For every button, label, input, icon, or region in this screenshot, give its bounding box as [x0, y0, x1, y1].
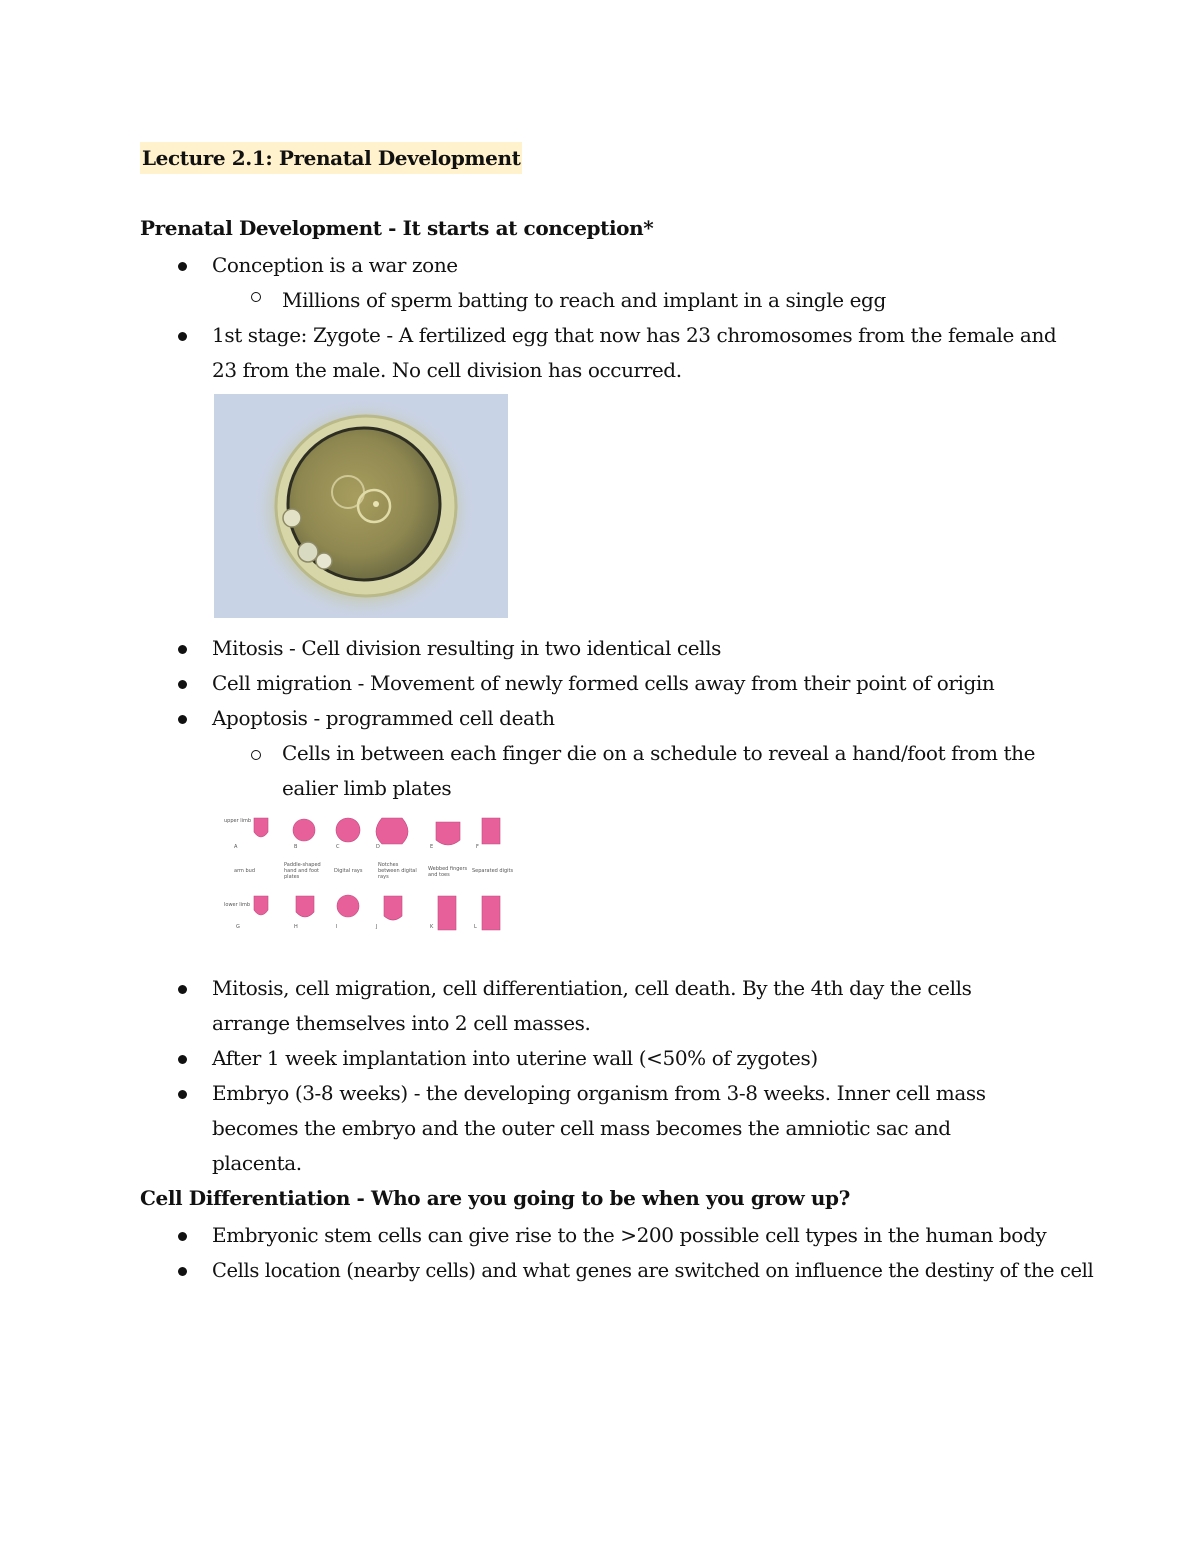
row-label: upper limb — [224, 818, 252, 824]
list-item: Mitosis, cell migration, cell differentiation, cell death. By the 4th day the cells arrange themselves into 2 cell masses. — [212, 976, 972, 1035]
bullet-dot — [178, 1090, 187, 1099]
stage-letter: A — [234, 844, 238, 850]
bullet-dot — [178, 645, 187, 654]
stage-caption: Notches between digital rays — [378, 862, 417, 880]
stage-letter: F — [476, 844, 479, 850]
list-item: Embryonic stem cells can give rise to the >200 possible cell types in the human body — [212, 1223, 1047, 1247]
stage-caption: Digital rays — [334, 868, 363, 874]
list-item-sub: Cells in between each finger die on a schedule to reveal a hand/foot from the ealier limb plates — [282, 741, 1036, 800]
stage-letter: H — [294, 924, 298, 930]
list-item-sub: Millions of sperm batting to reach and implant in a single egg — [282, 288, 886, 312]
stage-letter: J — [376, 924, 378, 930]
section-heading-differentiation: Cell Differentiation - Who are you going to be when you grow up? — [140, 1186, 850, 1210]
page-title: Lecture 2.1: Prenatal Development — [140, 142, 522, 174]
stage-caption: arm bud — [234, 868, 256, 874]
bullet-dot — [178, 1055, 187, 1064]
list-item: Cell migration - Movement of newly formed cells away from their point of origin — [212, 671, 995, 695]
stage-letter: D — [376, 844, 380, 850]
list-item: Embryo (3-8 weeks) - the developing organism from 3-8 weeks. Inner cell mass becomes the embryo and the outer cell mass becomes the amniotic sac and placenta. — [212, 1081, 986, 1175]
list-item: Cells location (nearby cells) and what genes are switched on influence the destiny of the cell — [212, 1259, 1094, 1282]
bullet-dot — [178, 1232, 187, 1241]
list-item: Mitosis - Cell division resulting in two identical cells — [212, 636, 721, 660]
stage-letter: B — [294, 844, 298, 850]
list-item: Conception is a war zone — [212, 253, 458, 277]
stage-caption: Paddle-shaped hand and foot plates — [284, 862, 321, 880]
section-heading-prenatal: Prenatal Development - It starts at conception* — [140, 216, 654, 240]
bullet-circle — [251, 292, 261, 302]
stage-caption: Separated digits — [472, 868, 514, 874]
bullet-dot — [178, 1267, 187, 1276]
bullet-dot — [178, 262, 187, 271]
stage-letter: C — [336, 844, 340, 850]
bullet-circle — [251, 750, 261, 760]
stage-letter: E — [430, 844, 434, 850]
stage-letter: K — [430, 924, 434, 930]
list-item: After 1 week implantation into uterine wall (<50% of zygotes) — [212, 1046, 818, 1070]
list-item: Apoptosis - programmed cell death — [212, 706, 555, 730]
bullet-dot — [178, 680, 187, 689]
zygote-image — [214, 394, 508, 618]
stage-letter: G — [236, 924, 240, 930]
stage-letter: I — [336, 924, 338, 930]
bullet-dot — [178, 985, 187, 994]
bullet-dot — [178, 715, 187, 724]
row-label: lower limb — [224, 902, 251, 908]
stage-caption: Webbed fingers and toes — [428, 866, 468, 878]
limb-development-figure — [224, 812, 514, 936]
stage-letter: L — [474, 924, 477, 930]
list-item: 1st stage: Zygote - A fertilized egg that now has 23 chromosomes from the female and 23 from the male. No cell division has occurred. — [212, 323, 1057, 382]
bullet-dot — [178, 332, 187, 341]
